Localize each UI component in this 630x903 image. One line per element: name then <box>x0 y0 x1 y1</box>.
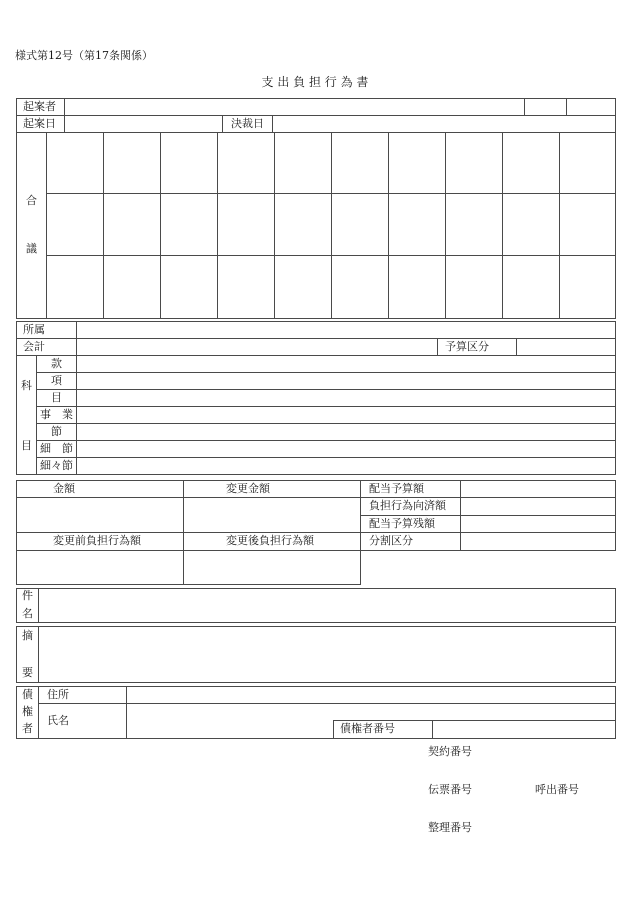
subject-item-label: 事 業 <box>36 406 77 424</box>
seal-cell <box>524 98 567 116</box>
consultation-seal-cell <box>559 132 616 194</box>
consultation-seal-cell <box>160 255 218 319</box>
decision-date-cell <box>272 115 616 133</box>
before-change-label: 変更前負担行為額 <box>16 532 184 551</box>
creditor-label-char: 権 <box>22 705 33 718</box>
remaining-budget-cell <box>460 515 616 533</box>
consultation-seal-cell <box>274 193 332 256</box>
consultation-seal-cell <box>103 132 161 194</box>
consultation-seal-cell <box>46 255 104 319</box>
subject-item-cell <box>76 440 616 458</box>
subject-item-cell <box>76 389 616 407</box>
draft-date-label: 起案日 <box>16 115 65 133</box>
slip-number-label: 伝票番号 <box>428 783 472 796</box>
consultation-seal-cell <box>559 255 616 319</box>
consultation-label-bottom: 議 <box>26 242 37 255</box>
form-number: 様式第12号（第17条関係） <box>15 49 153 62</box>
budget-category-label: 予算区分 <box>437 338 517 356</box>
call-number-label: 呼出番号 <box>535 783 579 796</box>
subject-item-label: 款 <box>36 355 77 373</box>
consultation-seal-cell <box>274 255 332 319</box>
consultation-seal-cell <box>217 255 275 319</box>
consultation-label-column <box>16 132 47 319</box>
consultation-label-top: 合 <box>26 194 37 207</box>
consultation-seal-cell <box>445 255 503 319</box>
consultation-seal-cell <box>559 193 616 256</box>
subject-item-label: 節 <box>36 423 77 441</box>
consultation-seal-cell <box>502 132 560 194</box>
subject-item-cell <box>76 406 616 424</box>
after-change-label: 変更後負担行為額 <box>183 532 361 551</box>
consultation-seal-cell <box>46 132 104 194</box>
subject-name-cell <box>38 588 616 623</box>
drafter-label: 起案者 <box>16 98 65 116</box>
changed-amount-cell <box>183 497 361 533</box>
after-change-cell <box>183 550 361 585</box>
remaining-budget-label: 配当予算残額 <box>360 515 461 533</box>
changed-amount-label: 変更金額 <box>183 480 361 498</box>
subject-label-top: 科 <box>21 379 32 392</box>
creditor-number-label: 債権者番号 <box>333 720 433 739</box>
consultation-seal-cell <box>103 193 161 256</box>
creditor-label-char: 者 <box>22 722 33 735</box>
consultation-seal-cell <box>217 132 275 194</box>
drafter-cell <box>64 98 525 116</box>
draft-date-cell <box>64 115 223 133</box>
subject-item-label: 細 節 <box>36 440 77 458</box>
consultation-seal-cell <box>160 132 218 194</box>
subject-item-cell <box>76 372 616 390</box>
consultation-seal-cell <box>388 193 446 256</box>
subject-name-label-bottom: 名 <box>22 607 33 620</box>
contract-number-label: 契約番号 <box>428 745 472 758</box>
affiliation-label: 所属 <box>16 321 77 339</box>
subject-item-label: 項 <box>36 372 77 390</box>
subject-name-label-top: 件 <box>22 589 33 602</box>
budget-category-cell <box>516 338 616 356</box>
subject-item-label: 目 <box>36 389 77 407</box>
subject-item-cell <box>76 355 616 373</box>
account-cell <box>76 338 438 356</box>
address-cell <box>126 686 616 704</box>
consultation-seal-cell <box>388 255 446 319</box>
subject-item-cell <box>76 457 616 475</box>
consultation-seal-cell <box>445 193 503 256</box>
consultation-seal-cell <box>502 193 560 256</box>
before-change-cell <box>16 550 184 585</box>
allocated-budget-cell <box>460 480 616 498</box>
address-label: 住所 <box>38 686 127 704</box>
seal-cell <box>566 98 616 116</box>
consultation-seal-cell <box>46 193 104 256</box>
consultation-seal-cell <box>388 132 446 194</box>
reference-number-label: 整理番号 <box>428 821 472 834</box>
summary-label-top: 摘 <box>22 629 33 642</box>
committed-label: 負担行為向済額 <box>360 497 461 516</box>
amount-cell <box>16 497 184 533</box>
consultation-seal-cell <box>217 193 275 256</box>
consultation-seal-cell <box>160 193 218 256</box>
consultation-seal-cell <box>274 132 332 194</box>
creditor-label-char: 債 <box>22 688 33 701</box>
decision-date-label: 決裁日 <box>222 115 273 133</box>
consultation-seal-cell <box>502 255 560 319</box>
consultation-seal-cell <box>103 255 161 319</box>
subject-item-cell <box>76 423 616 441</box>
allocated-budget-label: 配当予算額 <box>360 480 461 498</box>
installment-label: 分割区分 <box>360 532 461 551</box>
subject-item-label: 細々節 <box>36 457 77 475</box>
account-label: 会計 <box>16 338 77 356</box>
summary-cell <box>38 626 616 683</box>
name-label: 氏名 <box>38 703 127 739</box>
installment-cell <box>460 532 616 551</box>
subject-label-column <box>16 355 37 475</box>
committed-cell <box>460 497 616 516</box>
consultation-seal-cell <box>445 132 503 194</box>
amount-label: 金額 <box>16 480 184 498</box>
consultation-seal-cell <box>331 132 389 194</box>
consultation-seal-cell <box>331 255 389 319</box>
page-title: 支 出 負 担 行 為 書 <box>261 75 369 89</box>
summary-label-bottom: 要 <box>22 666 33 679</box>
subject-label-bottom: 目 <box>21 439 32 452</box>
consultation-seal-cell <box>331 193 389 256</box>
affiliation-cell <box>76 321 616 339</box>
creditor-number-cell <box>432 720 616 739</box>
